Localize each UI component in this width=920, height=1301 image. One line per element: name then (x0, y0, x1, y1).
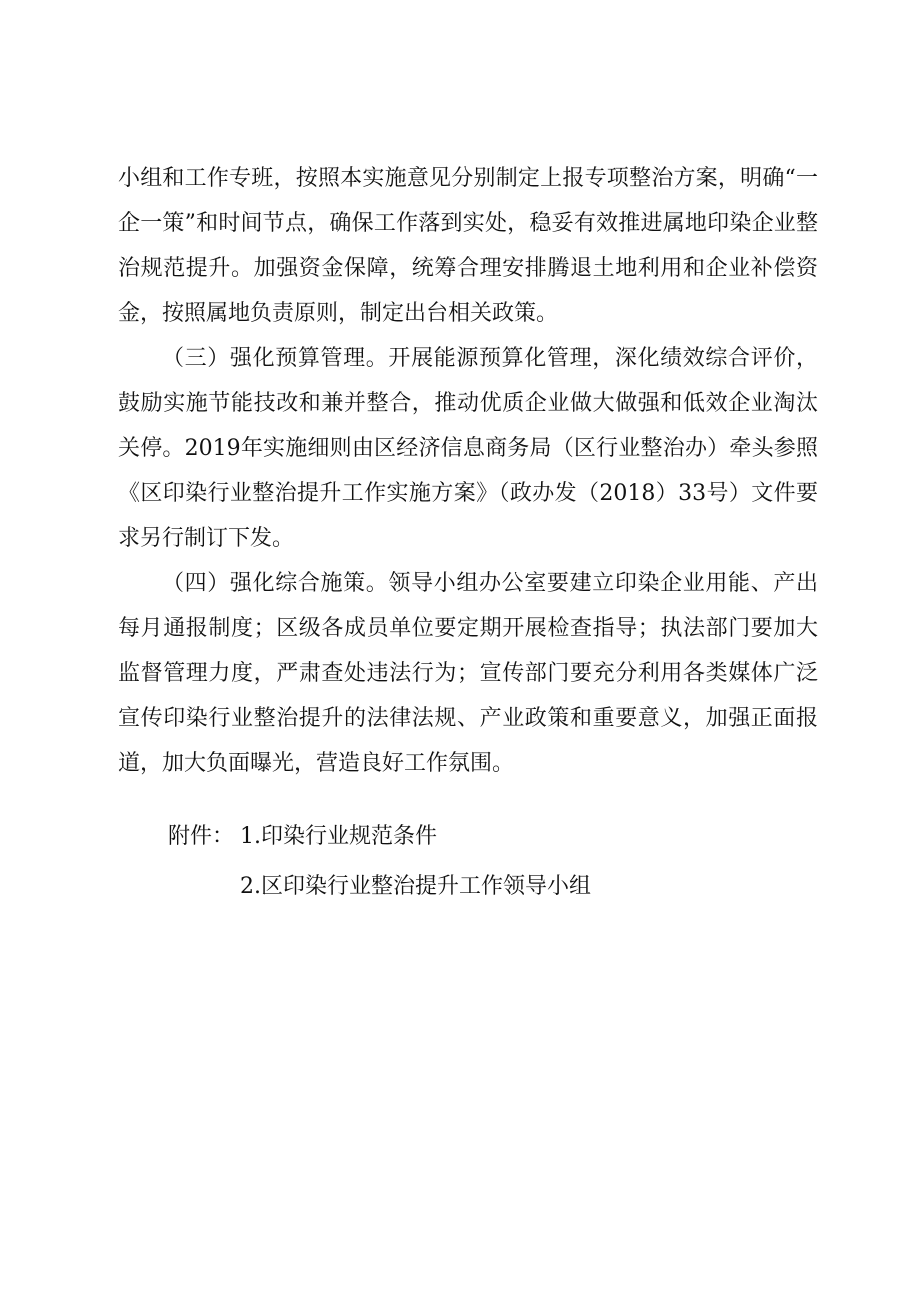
attachment-row-1 (168, 812, 768, 862)
attachments-section (168, 812, 768, 912)
attachment-row-2 (168, 862, 768, 912)
paragraph-comprehensive-measures: （四）强化综合施策。领导小组办公室要建立印染企业用能、产出每月通报制度；区级各成员单位要定期开展检查指导；执法部门要加大监督管理力度，严肃查处违法行为；宣传部门要充分利用各类媒体广泛宣传印染行业整治提升的法律法规、产业政策和重要意义，加强正面报道，加大负面曝光，营造良好工作氛围。 (118, 571, 818, 776)
attachment-item-2: 2.区印染行业整治提升工作领导小组 (240, 874, 591, 899)
document-body (118, 156, 818, 786)
paragraph-continuation: 小组和工作专班，按照本实施意见分别制定上报专项整治方案，明确“一企一策”和时间节点，确保工作落到实处，稳妥有效推进属地印染企业整治规范提升。加强资金保障，统筹合理安排腾退土地利用和企业补偿资金，按照属地负责原则，制定出台相关政策。 (118, 166, 818, 326)
paragraph-budget-management: （三）强化预算管理。开展能源预算化管理，深化绩效综合评价，鼓励实施节能技改和兼并整合，推动优质企业做大做强和低效企业淘汰关停。2019年实施细则由区经济信息商务局（区行业整治办）牵头参照《区印染行业整治提升工作实施方案》（政办发（2018）33号）文件要求另行制订下发。 (118, 346, 818, 551)
attachments-label: 附件： (168, 824, 235, 849)
attachment-item-1: 1.印染行业规范条件 (240, 824, 437, 849)
